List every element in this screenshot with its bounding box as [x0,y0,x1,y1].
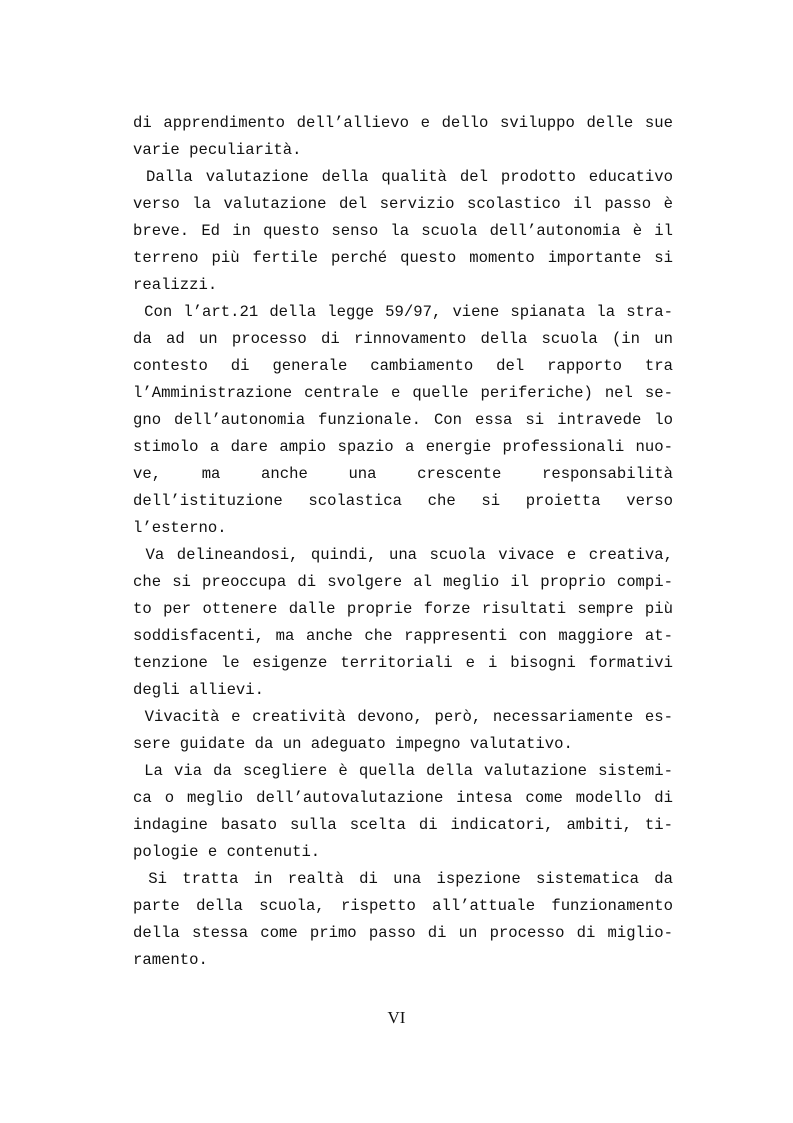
text-line: verso la valutazione del servizio scolastico il passo è [133,195,673,213]
text-line: Si tratta in realtà di una ispezione sistematica da [133,870,673,888]
text-line: Vivacità e creatività devono, però, necessariamente es- [133,708,673,726]
page-number: VI [387,1008,406,1027]
text-line: ramento. [133,951,208,969]
text-line: che si preoccupa di svolgere al meglio il proprio compi- [133,573,673,591]
text-line: stimolo a dare ampio spazio a energie professionali nuo- [133,438,673,456]
text-line: to per ottenere dalle proprie forze risultati sempre più [133,600,673,618]
text-line: indagine basato sulla scelta di indicatori, ambiti, ti- [133,816,673,834]
text-line: parte della scuola, rispetto all’attuale funzionamento [133,897,673,915]
text-line: breve. Ed in questo senso la scuola dell’autonomia è il [133,222,673,240]
text-line: gno dell’autonomia funzionale. Con essa si intravede lo [133,411,673,429]
text-line: La via da scegliere è quella della valutazione sistemi- [133,762,673,780]
text-line: ca o meglio dell’autovalutazione intesa come modello di [133,789,673,807]
text-line: Va delineandosi, quindi, una scuola vivace e creativa, [133,546,673,564]
text-line: contesto di generale cambiamento del rapporto tra [133,357,673,375]
text-line: realizzi. [133,276,218,294]
text-line: Dalla valutazione della qualità del prodotto educativo [133,168,673,186]
text-line: della stessa come primo passo di un processo di miglio- [133,924,673,942]
text-line: pologie e contenuti. [133,843,321,861]
text-line: soddisfacenti, ma anche che rappresenti con maggiore at- [133,627,673,645]
text-line: di apprendimento dell’allievo e dello sviluppo delle sue [133,114,673,132]
body-text [133,110,673,974]
text-line: sere guidate da un adeguato impegno valutativo. [133,735,573,753]
text-line: degli allievi. [133,681,265,699]
text-line: l’esterno. [133,519,227,537]
text-line: varie peculiarità. [133,141,302,159]
text-line: tenzione le esigenze territoriali e i bisogni formativi [133,654,673,672]
text-line: Con l’art.21 della legge 59/97, viene spianata la stra- [133,303,673,321]
text-line: ve, ma anche una crescente responsabilità [133,465,673,483]
text-line: l’Amministrazione centrale e quelle periferiche) nel se- [133,384,673,402]
text-line: dell’istituzione scolastica che si proietta verso [133,492,673,510]
text-line: terreno più fertile perché questo momento importante si [133,249,673,267]
text-line: da ad un processo di rinnovamento della scuola (in un [133,330,673,348]
